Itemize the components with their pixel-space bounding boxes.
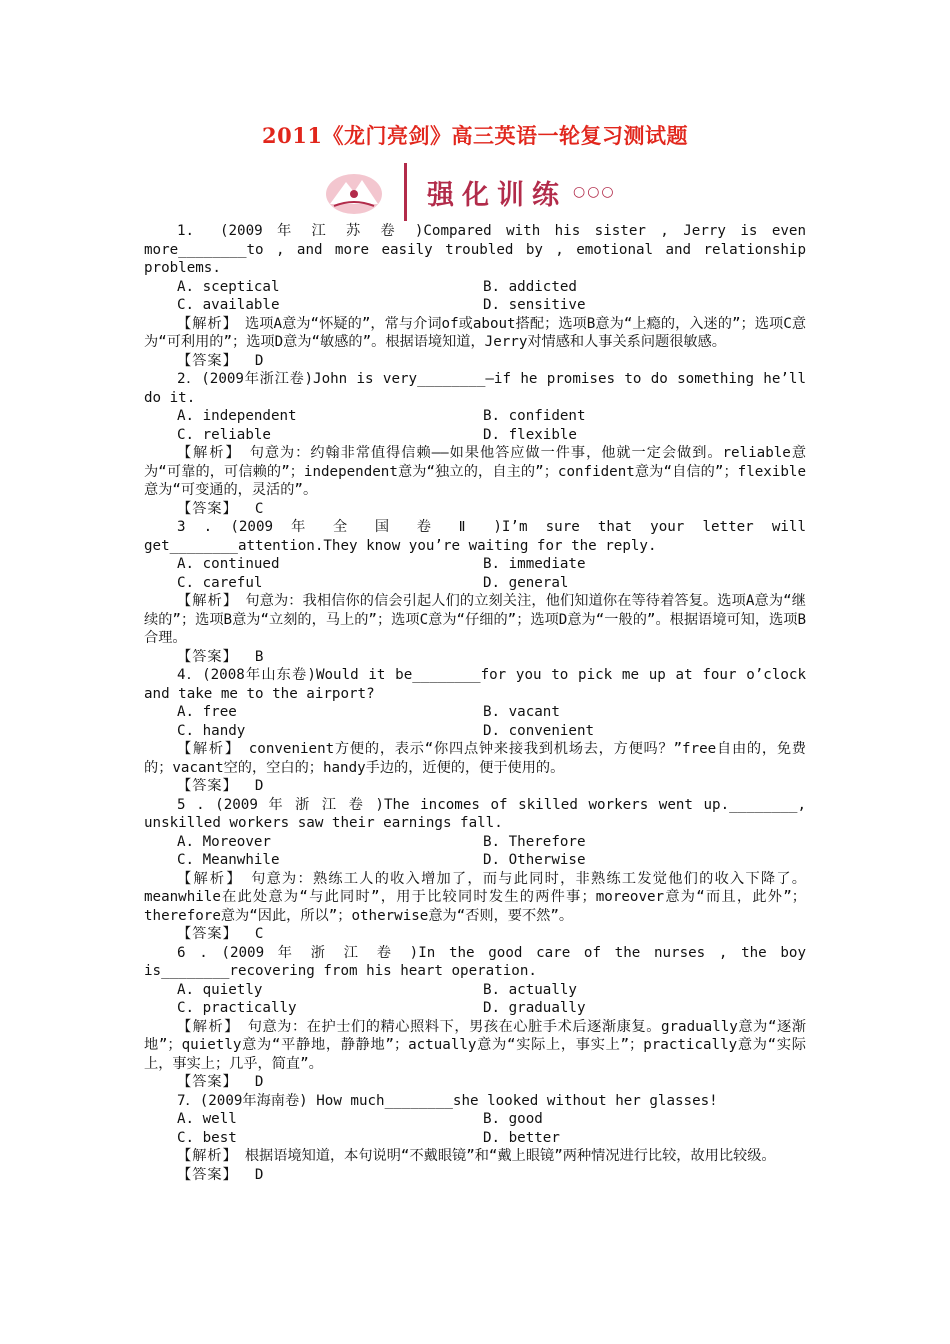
- option-c: C. Meanwhile: [177, 852, 280, 868]
- analysis-text: 选项A意为“怀疑的”，常与介词of或about搭配；选项B意为“上瘾的，入迷的”；选项C意为“可利用的”；选项D意为“敏感的”。根据语境知道，Jerry对情感和人事关系问题很敏感。: [144, 315, 807, 350]
- option-d: D. convenient: [483, 722, 595, 739]
- analysis: [144, 315, 806, 352]
- options-row: [144, 1129, 806, 1148]
- answer-label: 【答案】: [177, 500, 238, 517]
- answer: [144, 777, 806, 796]
- question-item: [144, 666, 806, 796]
- question-item: [144, 796, 806, 944]
- question-item: [144, 370, 806, 518]
- option-c: C. practically: [177, 1000, 297, 1016]
- option-a: A. Moreover: [177, 833, 271, 850]
- answer-label: 【答案】: [177, 648, 238, 665]
- question-item: [144, 518, 806, 666]
- option-b: B. good: [483, 1111, 543, 1127]
- question-stem: 4．(2008年山东卷)Would it be________for you to pick me up at four o’clock and take me to the airport?: [144, 667, 806, 702]
- answer: [144, 925, 806, 944]
- question-stem: 7．(2009年海南卷) How much________she looked without her glasses!: [177, 1092, 718, 1109]
- options-row: [144, 703, 806, 722]
- analysis-label: 【解析】: [177, 1018, 233, 1035]
- options-row: [144, 278, 806, 297]
- answer-label: 【答案】: [177, 1074, 238, 1090]
- analysis-label: 【解析】: [177, 593, 232, 609]
- option-a: A. independent: [177, 408, 297, 424]
- analysis-label: 【解析】: [177, 445, 235, 461]
- question-stem: 6 . (2009 年 浙 江 卷 )In the good care of the nurses , the boy is________recovering from his heart operation.: [144, 944, 806, 979]
- options-row: [144, 426, 806, 445]
- analysis: [144, 870, 806, 926]
- option-b: B. confident: [483, 408, 586, 424]
- analysis-label: 【解析】: [177, 315, 231, 332]
- question-stem: 5 . (2009 年 浙 江 卷 )The incomes of skilled workers went up.________, unskilled workers saw their earnings fall.: [144, 796, 806, 831]
- option-c: C. reliable: [177, 426, 271, 443]
- option-b: B. actually: [483, 981, 577, 998]
- analysis-label: 【解析】: [177, 741, 234, 757]
- question-stem: 2．(2009年浙江卷)John is very________—if he promises to do something he’ll do it.: [144, 371, 806, 406]
- analysis-text: 句意为：在护士们的精心照料下，男孩在心脏手术后逐渐康复。gradually意为“逐渐地”；quietly意为“平静地，静静地”；actually意为“实际上，事实上”；practically意为“实际上，事实上；几乎，简直”。: [144, 1018, 807, 1072]
- answer-value: D: [254, 1166, 264, 1183]
- analysis: [144, 1018, 806, 1074]
- answer-label: 【答案】: [177, 926, 238, 942]
- option-d: D. gradually: [483, 1000, 586, 1016]
- answer: [144, 1166, 806, 1185]
- answer: [144, 352, 806, 371]
- page-title: 2011《龙门亮剑》高三英语一轮复习测试题: [262, 123, 688, 148]
- analysis: [144, 592, 806, 648]
- answer-value: C: [254, 500, 264, 517]
- question-list: [144, 222, 806, 1184]
- question-item: [144, 222, 806, 370]
- analysis: [144, 444, 806, 500]
- analysis-text: 根据语境知道，本句说明“不戴眼镜”和“戴上眼镜”两种情况进行比较，故用比较级。: [230, 1148, 776, 1164]
- answer-value: D: [254, 352, 264, 369]
- option-b: B. vacant: [483, 704, 560, 720]
- option-b: B. addicted: [483, 278, 577, 295]
- mountain-logo-icon: [324, 168, 384, 216]
- option-a: A. free: [177, 704, 237, 720]
- answer-value: C: [254, 926, 264, 942]
- options-row: [144, 833, 806, 852]
- banner-circles: ○○○: [573, 184, 616, 200]
- answer: [144, 500, 806, 519]
- question-item: [144, 944, 806, 1092]
- option-b: B. Therefore: [483, 833, 586, 850]
- options-row: [144, 851, 806, 870]
- option-d: D. better: [483, 1129, 560, 1146]
- analysis-label: 【解析】: [177, 870, 236, 887]
- option-d: D. general: [483, 574, 569, 591]
- option-b: B. immediate: [483, 556, 586, 572]
- answer-label: 【答案】: [177, 1166, 238, 1183]
- option-c: C. handy: [177, 722, 246, 739]
- options-row: [144, 999, 806, 1018]
- option-c: C. available: [177, 297, 280, 313]
- analysis-text: 句意为：约翰非常值得信赖——如果他答应做一件事，他就一定会做到。reliable意为“可靠的，可信赖的”；independent意为“独立的，自主的”；confident意为“自信的”；flexible意为“可变通的，灵活的”。: [144, 445, 807, 498]
- answer: [144, 1073, 806, 1092]
- section-banner: [318, 162, 666, 222]
- banner-text: 强化训练: [427, 179, 567, 211]
- answer-value: B: [254, 648, 264, 665]
- option-d: D. sensitive: [483, 297, 586, 313]
- options-row: [144, 574, 806, 593]
- analysis-text: 句意为：熟练工人的收入增加了，而与此同时，非熟练工发觉他们的收入下降了。meanwhile在此处意为“与此同时”，用于比较同时发生的两件事；moreover意为“而且，此外”；therefore意为“因此，所以”；otherwise意为“否则，要不然”。: [144, 870, 806, 924]
- option-a: A. sceptical: [177, 278, 280, 295]
- question-stem: 1. (2009 年 江 苏 卷 )Compared with his sister , Jerry is even more________to , and more easily troubled by , emotional and relationship problems.: [144, 223, 806, 276]
- option-d: D. Otherwise: [483, 852, 586, 868]
- option-c: C. best: [177, 1129, 237, 1146]
- answer: [144, 648, 806, 667]
- answer-label: 【答案】: [177, 778, 238, 794]
- analysis-label: 【解析】: [177, 1148, 231, 1164]
- options-row: [144, 407, 806, 426]
- analysis: [144, 740, 806, 777]
- banner-divider: [404, 163, 407, 221]
- question-stem: 3 . (2009 年 全 国 卷 Ⅱ )I’m sure that your letter will get________attention.They know you’re waiting for the reply.: [144, 519, 806, 554]
- option-a: A. quietly: [177, 981, 263, 998]
- options-row: [144, 981, 806, 1000]
- answer-label: 【答案】: [177, 352, 238, 369]
- options-row: [144, 296, 806, 315]
- option-c: C. careful: [177, 574, 263, 591]
- options-row: [144, 1110, 806, 1129]
- question-item: [144, 1092, 806, 1185]
- analysis-text: 句意为：我相信你的信会引起人们的立刻关注，他们知道你在等待着答复。选项A意为“继续的”；选项B意为“立刻的，马上的”；选项C意为“仔细的”；选项D意为“一般的”。根据语境可知，选项B合理。: [144, 593, 806, 646]
- options-row: [144, 555, 806, 574]
- answer-value: D: [254, 1074, 264, 1090]
- option-a: A. well: [177, 1111, 237, 1127]
- option-d: D. flexible: [483, 426, 577, 443]
- answer-value: D: [254, 778, 264, 794]
- options-row: [144, 722, 806, 741]
- analysis-text: convenient方便的，表示“你四点钟来接我到机场去，方便吗？”free自由的，免费的；vacant空的，空白的；handy手边的，近便的，便于使用的。: [144, 741, 806, 776]
- option-a: A. continued: [177, 556, 280, 572]
- analysis: [144, 1147, 806, 1166]
